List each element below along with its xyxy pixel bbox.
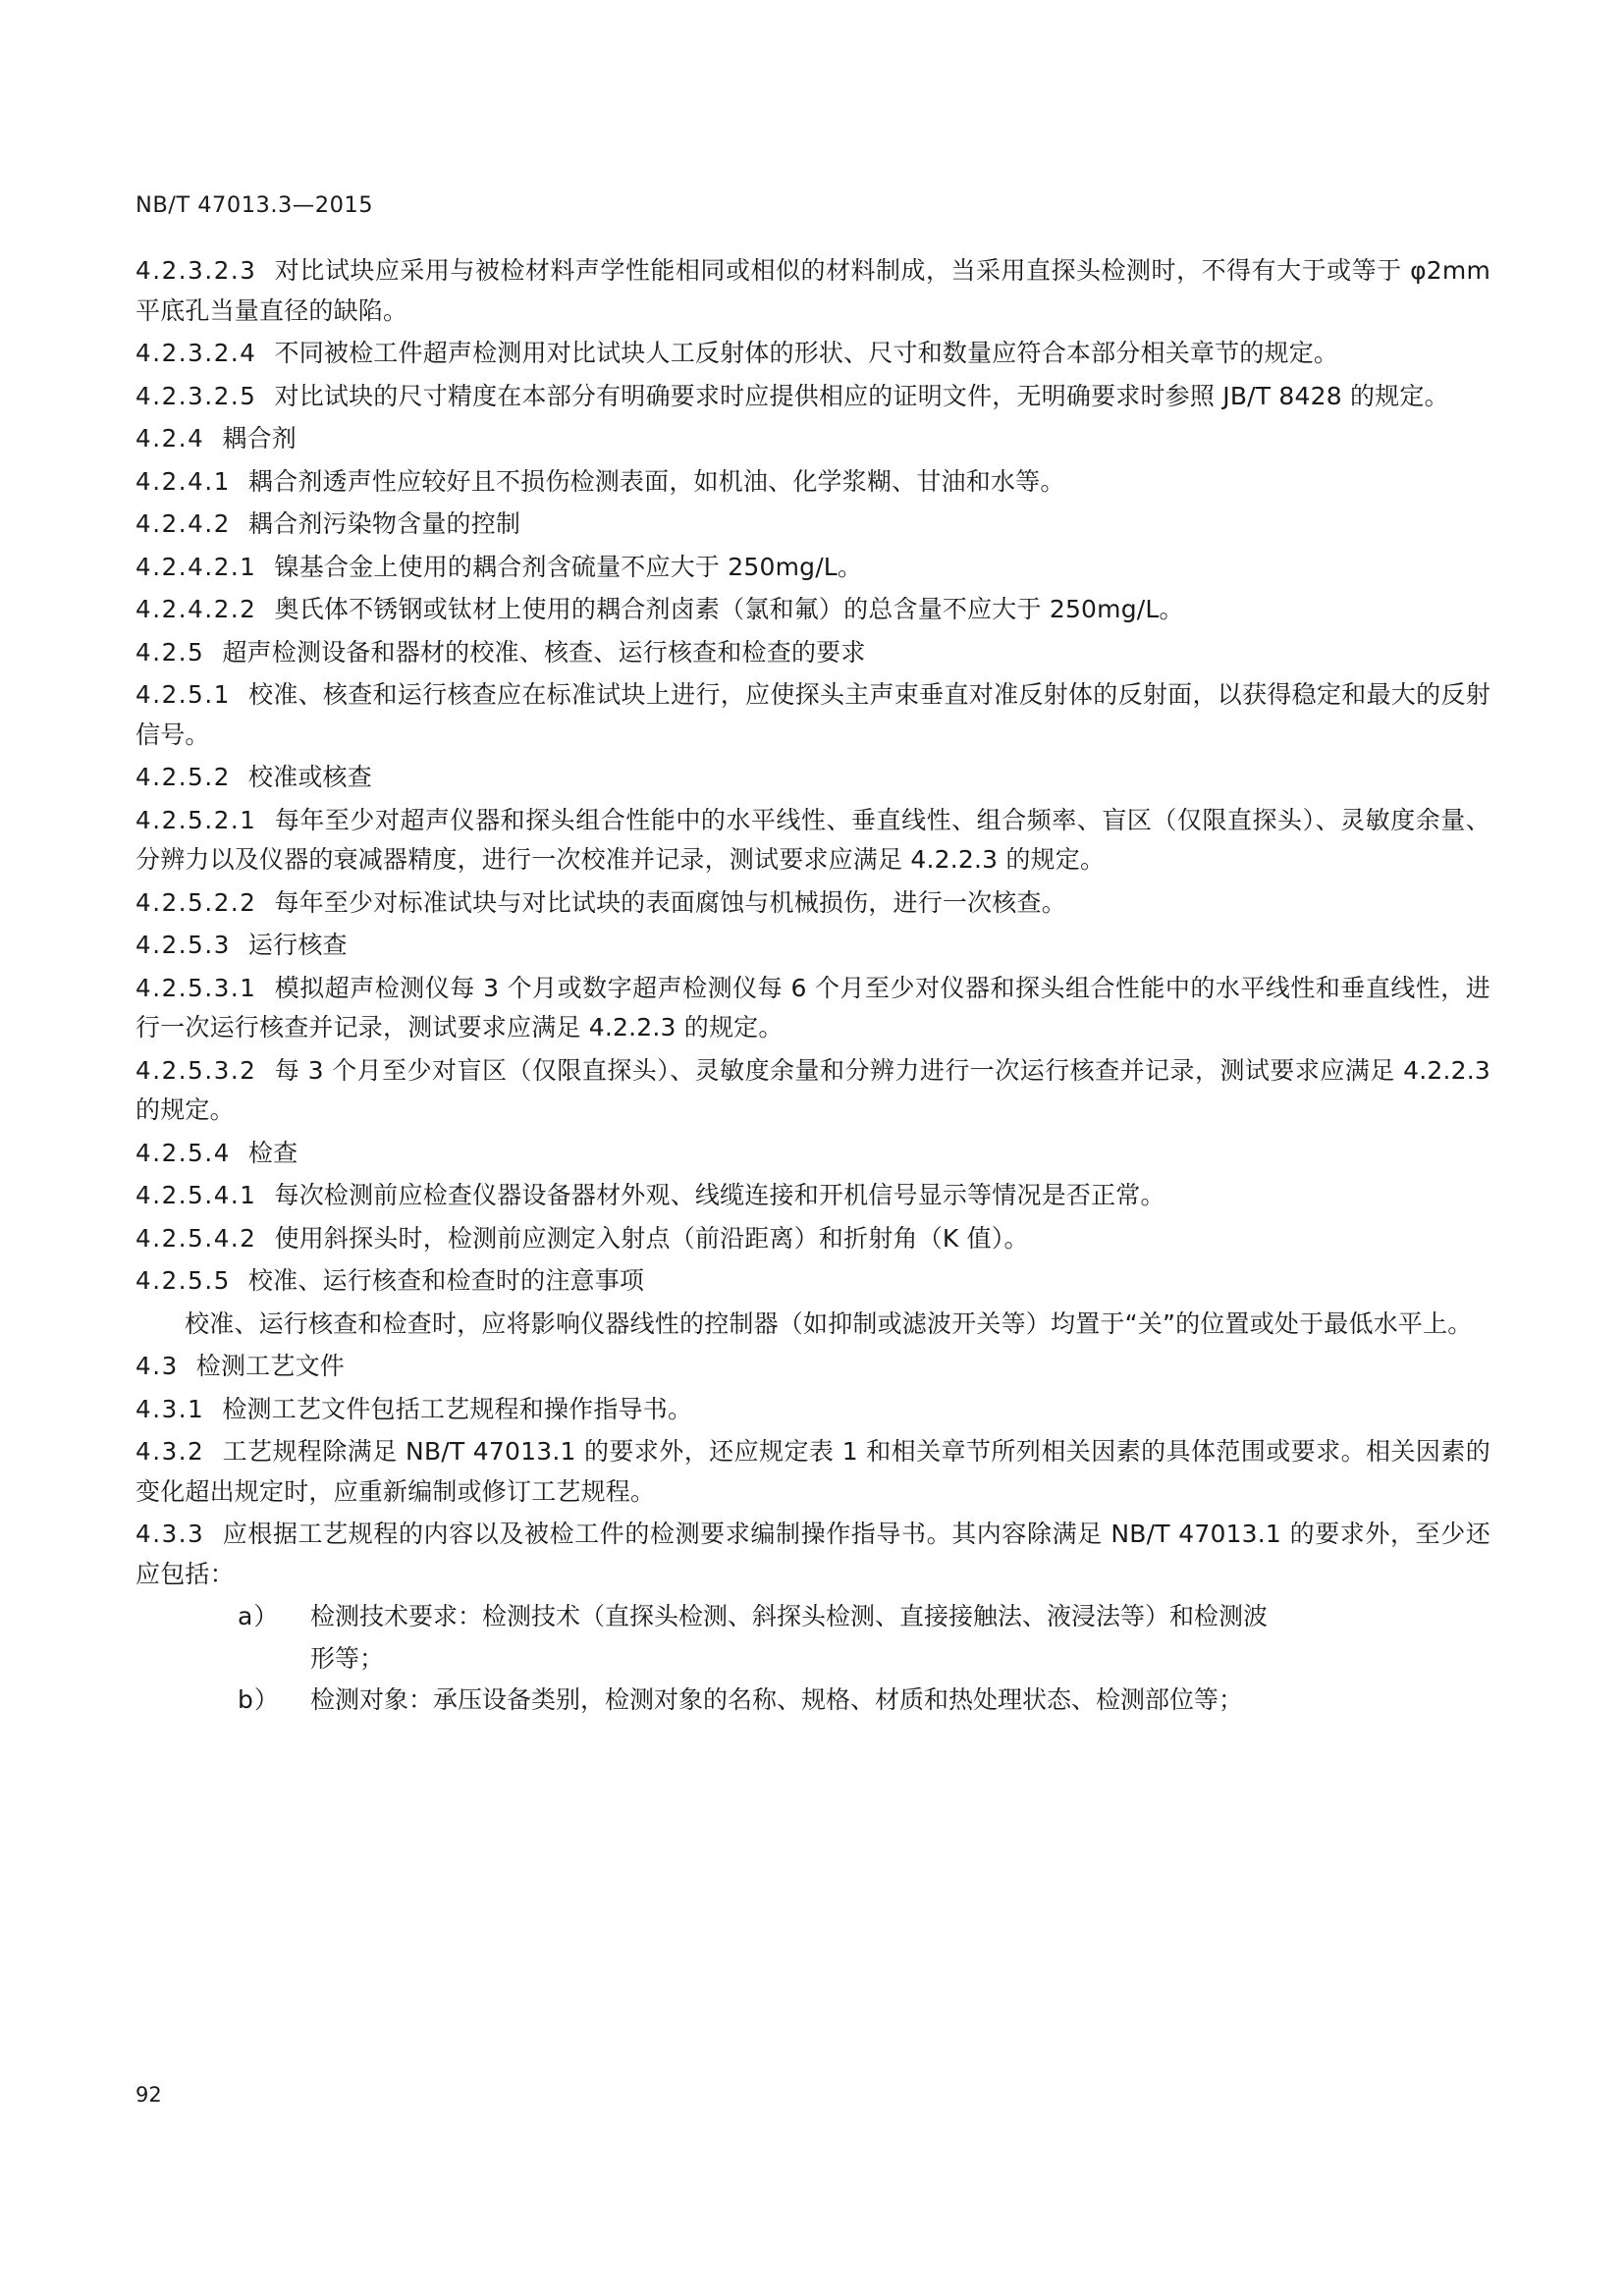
clause-paragraph [135, 377, 1490, 417]
clause-number: 4.2.4.2.1 [135, 552, 257, 581]
clause-paragraph [135, 801, 1490, 881]
clause-paragraph [135, 1051, 1490, 1131]
clause-number: 4.3.3 [135, 1520, 205, 1548]
clause-number: 4.2.5.2.2 [135, 887, 257, 917]
clause-number: 4.2.4.2 [135, 509, 231, 538]
clause-paragraph [135, 1176, 1490, 1216]
clause-text: 校准或核查 [247, 763, 372, 791]
clause-number: 4.2.3.2.3 [135, 256, 257, 285]
page-number: 92 [135, 2083, 162, 2107]
clause-paragraph [135, 969, 1490, 1048]
page-content [135, 192, 1490, 1723]
clause-text: 耦合剂 [222, 424, 297, 453]
list-marker: a） [238, 1602, 280, 1630]
clause-number: 4.3.2 [135, 1437, 205, 1466]
clause-paragraph [135, 462, 1490, 503]
clause-text: 奥氏体不锈钢或钛材上使用的耦合剂卤素（氯和氟）的总含量不应大于 250mg/L。 [274, 595, 1184, 623]
clause-number: 4.2.5.2.1 [135, 805, 257, 834]
clause-number: 4.2.5.3.2 [135, 1055, 257, 1085]
clause-text: 每年至少对超声仪器和探头组合性能中的水平线性、垂直线性、组合频率、盲区（仅限直探头）、灵敏度余量、分辨力以及仪器的衰减器精度，进行一次校准并记录，测试要求应满足 4.2.2.3 的规定。 [135, 805, 1490, 874]
clause-number: 4.2.4.1 [135, 466, 231, 496]
clause-text: 检测工艺文件包括工艺规程和操作指导书。 [222, 1394, 693, 1423]
clause-number: 4.2.5 [135, 637, 205, 667]
clause-text: 对比试块应采用与被检材料声学性能相同或相似的材料制成，当采用直探头检测时，不得有大于或等于 φ2mm 平底孔当量直径的缺陷。 [135, 256, 1490, 325]
clause-number: 4.2.4.2.2 [135, 595, 257, 623]
clause-paragraph [135, 1432, 1490, 1512]
list-item-text: 检测对象：承压设备类别，检测对象的名称、规格、材质和热处理状态、检测部位等； [310, 1685, 1244, 1714]
clause-text: 检测工艺文件 [195, 1352, 345, 1380]
clause-number: 4.2.5.3 [135, 931, 231, 959]
clause-text: 运行核查 [247, 931, 348, 959]
standard-header: NB/T 47013.3—2015 [135, 192, 374, 218]
clause-paragraph [135, 675, 1490, 755]
clause-number: 4.2.5.3.1 [135, 973, 257, 1002]
clause-text: 对比试块的尺寸精度在本部分有明确要求时应提供相应的证明文件，无明确要求时参照 JB/T 8428 的规定。 [274, 381, 1449, 410]
clause-paragraph [135, 1219, 1490, 1259]
list-item-continuation: 形等； [310, 1643, 385, 1673]
list-marker: b） [238, 1685, 280, 1714]
clause-number: 4.2.3.2.4 [135, 339, 257, 367]
clause-number: 4.2.5.4 [135, 1138, 231, 1167]
clause-text: 超声检测设备和器材的校准、核查、运行核查和检查的要求 [222, 637, 866, 667]
clause-number: 4.2.5.4.2 [135, 1223, 257, 1253]
list-item-text: 检测技术要求：检测技术（直探头检测、斜探头检测、直接接触法、液浸法等）和检测波 [310, 1602, 1269, 1630]
clause-number: 4.3.1 [135, 1394, 205, 1423]
clause-body-paragraph: 校准、运行核查和检查时，应将影响仪器线性的控制器（如抑制或滤波开关等）均置于“关”的位置或处于最低水平上。 [185, 1308, 1473, 1338]
list-item [135, 1681, 1490, 1721]
clause-number: 4.2.5.5 [135, 1266, 231, 1295]
clause-text: 工艺规程除满足 NB/T 47013.1 的要求外，还应规定表 1 和相关章节所列相关因素的具体范围或要求。相关因素的变化超出规定时，应重新编制或修订工艺规程。 [135, 1437, 1490, 1506]
clause-heading [135, 505, 1490, 545]
clause-heading [135, 1134, 1490, 1174]
clause-text: 每次检测前应检查仪器设备器材外观、线缆连接和开机信号显示等情况是否正常。 [274, 1181, 1165, 1209]
clause-heading [135, 1261, 1490, 1302]
clause-number: 4.2.5.4.1 [135, 1181, 257, 1209]
clause-paragraph [135, 548, 1490, 588]
clause-heading [135, 758, 1490, 798]
clause-text: 每 3 个月至少对盲区（仅限直探头）、灵敏度余量和分辨力进行一次运行核查并记录，测试要求应满足 4.2.2.3 的规定。 [135, 1055, 1490, 1124]
clause-number: 4.3 [135, 1352, 179, 1380]
clause-text: 校准、运行核查和检查时的注意事项 [247, 1266, 645, 1295]
clause-number: 4.2.3.2.5 [135, 381, 257, 410]
clause-heading [135, 419, 1490, 459]
clause-heading [135, 926, 1490, 966]
clause-paragraph [135, 1390, 1490, 1430]
clause-text: 使用斜探头时，检测前应测定入射点（前沿距离）和折射角（K 值）。 [274, 1223, 1029, 1253]
clause-text: 耦合剂污染物含量的控制 [247, 509, 521, 538]
clause-text: 不同被检工件超声检测用对比试块人工反射体的形状、尺寸和数量应符合本部分相关章节的规定。 [274, 339, 1339, 367]
clause-paragraph [135, 1515, 1490, 1594]
clause-text: 校准、核查和运行核查应在标准试块上进行，应使探头主声束垂直对准反射体的反射面，以获得稳定和最大的反射信号。 [135, 680, 1490, 749]
clause-number: 4.2.5.2 [135, 763, 231, 791]
list-item [135, 1597, 1490, 1637]
clause-text: 每年至少对标准试块与对比试块的表面腐蚀与机械损伤，进行一次核查。 [274, 887, 1066, 917]
clause-heading [135, 1347, 1490, 1387]
clause-text: 应根据工艺规程的内容以及被检工件的检测要求编制操作指导书。其内容除满足 NB/T 47013.1 的要求外，至少还应包括： [135, 1520, 1490, 1588]
clause-text: 镍基合金上使用的耦合剂含硫量不应大于 250mg/L。 [274, 552, 863, 581]
clause-paragraph [135, 251, 1490, 331]
clause-number: 4.2.5.1 [135, 680, 231, 709]
clause-text: 模拟超声检测仪每 3 个月或数字超声检测仪每 6 个月至少对仪器和探头组合性能中的水平线性和垂直线性，进行一次运行核查并记录，测试要求应满足 4.2.2.3 的规定。 [135, 973, 1490, 1041]
clause-text: 检查 [247, 1138, 298, 1167]
clause-paragraph [135, 883, 1490, 924]
clause-number: 4.2.4 [135, 424, 205, 453]
clause-text: 耦合剂透声性应较好且不损伤检测表面，如机油、化学浆糊、甘油和水等。 [247, 466, 1065, 496]
clause-heading [135, 633, 1490, 673]
clause-paragraph [135, 590, 1490, 630]
clause-paragraph [135, 334, 1490, 374]
